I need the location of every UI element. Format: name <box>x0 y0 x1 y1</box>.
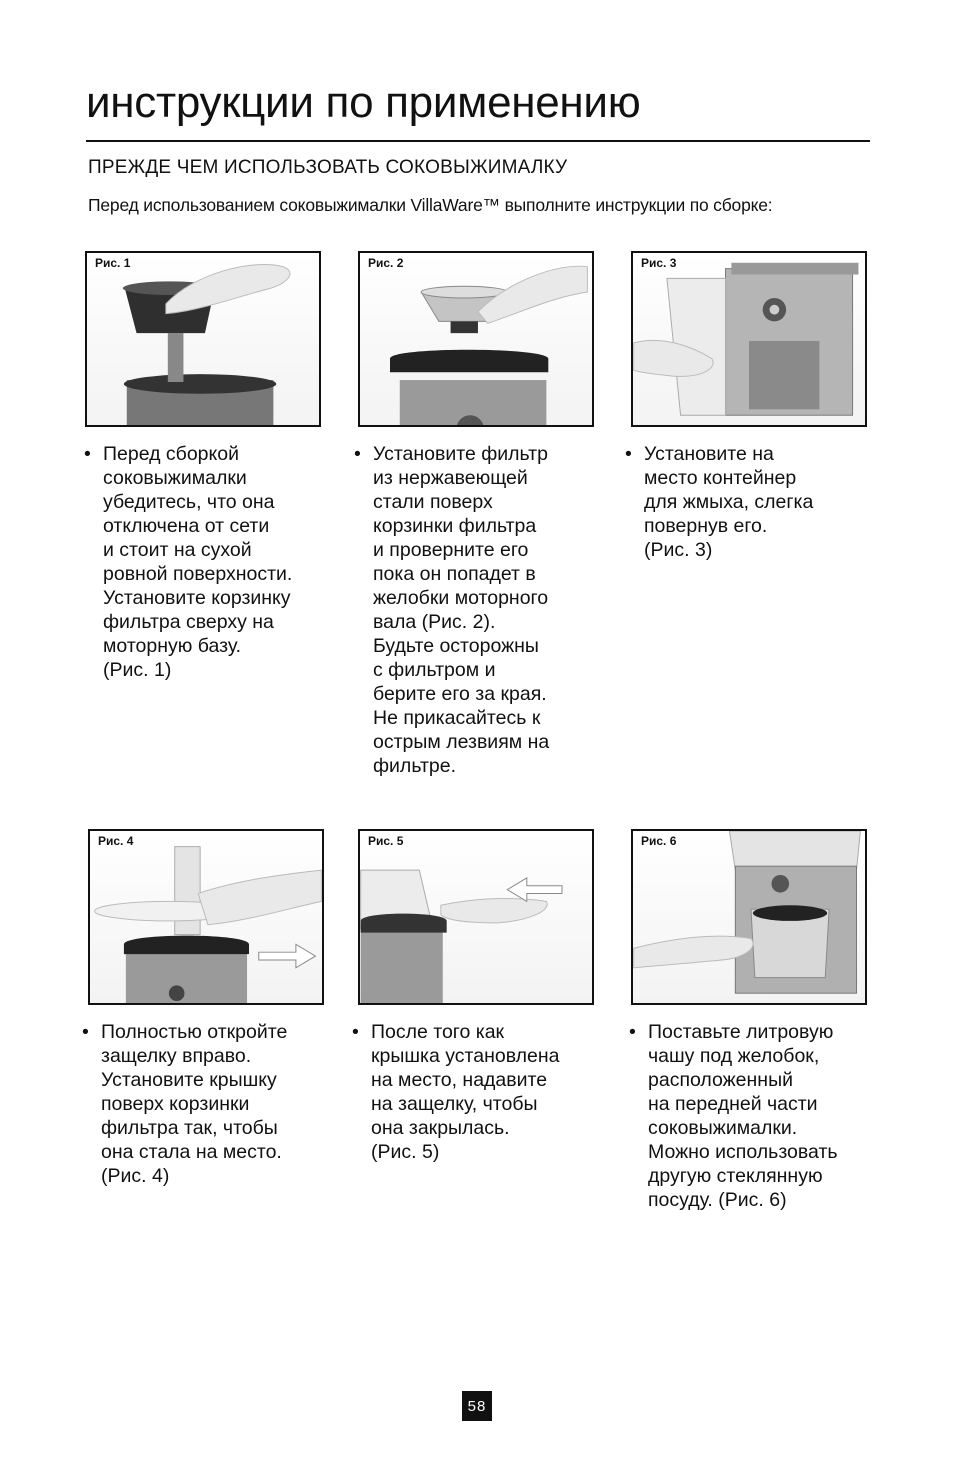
section-heading: ПРЕЖДЕ ЧЕМ ИСПОЛЬЗОВАТЬ СОКОВЫЖИМАЛКУ <box>88 157 568 178</box>
figure-6-illustration <box>633 831 865 1003</box>
figure-4-illustration <box>90 831 322 1003</box>
figure-1-label: Рис. 1 <box>95 256 131 270</box>
figure-3-label: Рис. 3 <box>641 256 677 270</box>
bullet: • <box>352 1021 359 1043</box>
figure-1 <box>85 251 321 427</box>
figure-4-label: Рис. 4 <box>98 834 134 848</box>
figure-6 <box>631 829 867 1005</box>
figure-1-illustration <box>87 253 319 425</box>
step-3-text <box>625 442 875 562</box>
intro-text: Перед использованием соковыжималки VillaWare™ выполните инструкции по сборке: <box>88 195 773 215</box>
figure-2-label: Рис. 2 <box>368 256 404 270</box>
figure-5-illustration <box>360 831 592 1003</box>
step-3-body: Установите на место контейнер для жмыха, слегка повернув его. (Рис. 3) <box>644 443 814 561</box>
bullet: • <box>625 443 632 465</box>
step-6-text <box>629 1020 889 1212</box>
title-rule <box>86 140 870 142</box>
step-4-text <box>82 1020 342 1188</box>
figure-2 <box>358 251 594 427</box>
step-5-body: После того как крышка установлена на место, надавите на защелку, чтобы она закрылась. (Рис. 5) <box>371 1021 560 1163</box>
step-4-body: Полностью откройте защелку вправо. Установите крышку поверх корзинки фильтра так, чтобы она стала на место. (Рис. 4) <box>101 1021 288 1187</box>
figure-3-illustration <box>633 253 865 425</box>
step-1-text <box>84 442 334 682</box>
figure-6-label: Рис. 6 <box>641 834 677 848</box>
step-5-text <box>352 1020 612 1164</box>
step-2-body: Установите фильтр из нержавеющей стали поверх корзинки фильтра и проверните его пока он попадет в желобки моторного вала (Рис. 2). Будьте осторожны с фильтром и берите его за края. Не прикасайтесь к острым лезвиям на фильтре. <box>373 443 550 777</box>
page-title: инструкции по применению <box>86 78 641 127</box>
figure-4 <box>88 829 324 1005</box>
bullet: • <box>82 1021 89 1043</box>
step-2-text <box>354 442 604 778</box>
step-6-body: Поставьте литровую чашу под желобок, расположенный на передней части соковыжималки. Можно использовать другую стеклянную посуду. (Рис. 6) <box>648 1021 838 1211</box>
bullet: • <box>629 1021 636 1043</box>
bullet: • <box>354 443 361 465</box>
bullet: • <box>84 443 91 465</box>
figure-5-label: Рис. 5 <box>368 834 404 848</box>
figure-5 <box>358 829 594 1005</box>
figure-2-illustration <box>360 253 592 425</box>
figure-3 <box>631 251 867 427</box>
page-number: 58 <box>462 1391 492 1421</box>
step-1-body: Перед сборкой соковыжималки убедитесь, что она отключена от сети и стоит на сухой ровной поверхности. Установите корзинку фильтра сверху на моторную базу. (Рис. 1) <box>103 443 293 681</box>
